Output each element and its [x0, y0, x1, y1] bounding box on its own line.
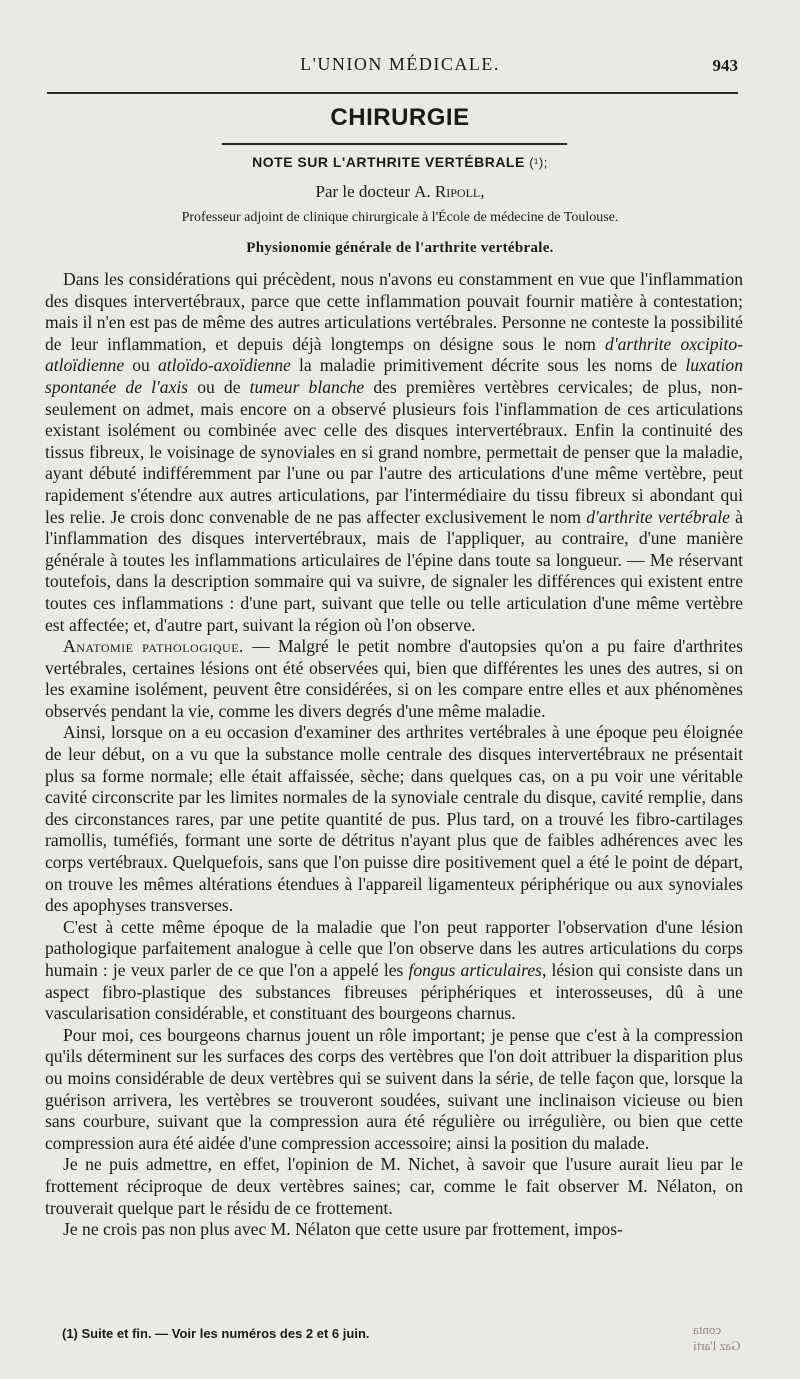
paragraph-text: Dans les considérations qui précèdent, nous n'avons eu constamment en vue que l'inflammation des disques intervertébraux, parce que cette inflammation pouvait fournir matière à contestation; mais il n'en est pas de même des autres articulations vertébrales. Personne ne conteste la possibilité de leur inflammation, et depuis déjà longtemps on désigne sous le nom [45, 269, 743, 354]
paragraph: Je ne puis admettre, en effet, l'opinion de M. Nichet, à savoir que l'usure aurait lieu par le frottement réciproque de deux vertèbres saines; car, comme le fait observer M. Nélaton, on trouverait quelque part le résidu de ce frottement. [45, 1154, 743, 1218]
bleed-through-line: Gaz l'arti [692, 1338, 740, 1353]
bleed-through-text [693, 1322, 740, 1354]
paragraph-text: ou de [188, 376, 250, 397]
paragraph [45, 917, 743, 1025]
paragraph: Je ne crois pas non plus avec M. Nélaton que cette usure par frottement, impos- [63, 1219, 623, 1240]
emphasis-text: d'arthrite oxcipito-atloïdienne [45, 333, 743, 376]
running-head [0, 54, 800, 82]
paragraph-text: , lésion qui consiste dans un aspect fibro-plastique des substances fibreuses périphériques et interosseuses, dû à une vascularisation considérable, et constituant des bourgeons charnus. [45, 960, 743, 1024]
page-number: 943 [712, 56, 738, 75]
paragraph-text: la maladie primitivement décrite sous les noms de [290, 355, 686, 376]
bleed-through-line: conta [692, 1322, 721, 1337]
paragraph [45, 636, 743, 722]
author-affiliation: Professeur adjoint de clinique chirurgicale à l'École de médecine de Toulouse. [181, 210, 619, 225]
paragraph: Ainsi, lorsque on a eu occasion d'examiner des arthrites vertébrales à une époque peu éloignée de leur début, on a vu que la substance molle centrale des disques intervertébraux ne présentait plus sa forme normale; elle était affaissée, sèche; dans quelques cas, on a pu voir une véritable cavité circonscrite par les limites normales de la synoviale centrale du disque, cavité remplie, dans des circonstances rares, par une petite quantité de pus. Plus tard, on a trouvé les fibro-cartilages ramollis, tuméfiés, formant une sorte de détritus n'ayant plus que de faibles adhérences avec les corps vertébraux. Quelquefois, sans que l'on puisse dire positivement quel a été le point de départ, on trouve les mêmes altérations étendues à l'appareil ligamenteux périphérique ou aux synoviales des apophyses transverses. [45, 722, 743, 916]
paragraph-text: ou [124, 355, 158, 376]
section-title: CHIRURGIE [330, 104, 470, 131]
emphasis-text: tumeur blanche [249, 376, 365, 397]
footnote-reference: (¹); [529, 155, 548, 170]
paragraph-text: à l'inflammation des disques intervertébraux, mais de l'appliquer, au contraire, d'une manière générale à toutes les inflammations articulaires de l'épine dans toute sa longueur. — Me réservant toutefois, dans la description sommaire qui va suivre, de signaler les différences qui existent entre toutes ces inflammations : d'une part, suivant que telle ou telle articulation d'une même vertèbre est affectée; et, d'autre part, suivant la région où l'on observe. [45, 506, 743, 635]
paragraph-text: — Malgré le petit nombre d'autopsies qu'on a pu faire d'arthrites vertébrales, certaines lésions ont été observées qui, bien que différentes les unes des autres, si on les examine isolément, peuvent être considérées, si on les compare entre elles et aux phénomènes observés pendant la vie, comme les divers degrés d'une même maladie. [45, 636, 743, 721]
paragraph-text: C'est à cette même époque de la maladie que l'on peut rapporter l'observation d'une lésion pathologique parfaitement analogue à celle que l'on observe dans les autres articulations du corps humain : je veux parler de ce que l'on a appelé les [45, 916, 743, 980]
article-title-text: NOTE SUR L'ARTHRITE VERTÉBRALE [252, 154, 525, 170]
section-subheading: Physionomie générale de l'arthrite vertébrale. [246, 240, 554, 256]
byline-prefix: Par le docteur [315, 182, 410, 201]
emphasis-text: fongus articulaires [408, 960, 542, 980]
emphasis-text: luxation spontanée de l'axis [45, 355, 743, 397]
byline [0, 182, 800, 202]
author-name: A. Ripoll, [414, 182, 485, 201]
paragraph-lead-heading: Anatomie pathologique. [63, 636, 244, 657]
emphasis-text: d'arthrite vertébrale [586, 506, 730, 527]
journal-running-title: L'UNION MÉDICALE. [300, 54, 500, 74]
footnote: (1) Suite et fin. — Voir les numéros des 2 et 6 juin. [62, 1326, 370, 1341]
paragraph: Pour moi, ces bourgeons charnus jouent un rôle important; je pense que c'est à la compression qu'ils déterminent sur les surfaces des corps des vertèbres que l'on doit attribuer la disparition plus ou moins considérable de deux vertèbres qui se suivent dans la série, de telle façon que, lorsque la guérison arrivera, les vertèbres se trouveront soudées, suivant une inclinaison vicieuse ou bien sans courbure, suivant que la compression aura été régulière ou irrégulière, ou bien que cette compression aura été aidée d'une compression accessoire; ainsi la position du malade. [45, 1024, 743, 1153]
paragraph [45, 269, 743, 636]
header-rule [47, 92, 738, 94]
emphasis-text: atloïdo-axoïdienne [157, 355, 291, 376]
article-title [0, 154, 800, 170]
section-rule [222, 143, 567, 145]
paragraph-text: des premières vertèbres cervicales; de plus, non-seulement on admet, mais encore on a observé plusieurs fois l'inflammation de ces articulations existant isolément ou combinée avec celle des disques intervertébraux. Enfin la continuité des tissus fibreux, le voisinage de synoviales en si grand nombre, permettait de penser que la maladie, ayant débuté indifféremment par l'une ou par l'autre des articulations d'une même vertèbre, peut rapidement s'étendre aux autres articulations, par l'intermédiaire du tissu fibreux si abondant qui les relie. Je crois donc convenable de ne pas affecter exclusivement le nom [45, 376, 743, 527]
article-body [45, 269, 743, 1241]
